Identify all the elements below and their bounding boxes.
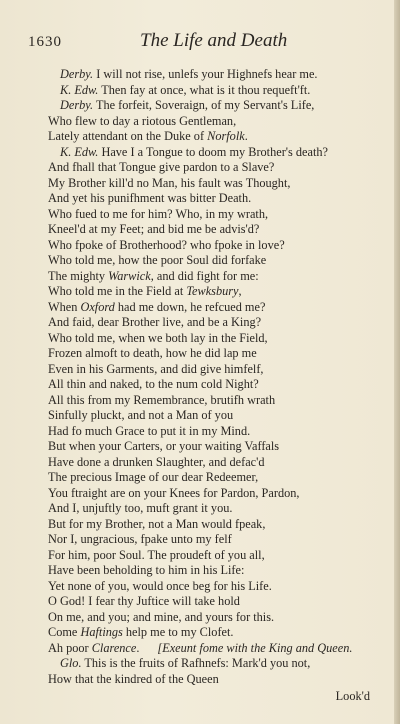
line-text: But for my Brother, not a Man would fpeak, [48,516,266,531]
verse-line [48,641,380,657]
verse-line [48,300,380,316]
line-text: Who told me, when we both lay in the Field, [48,330,268,345]
verse-line [48,207,380,223]
verse-line [48,548,380,564]
line-text: How that the kindred of the Queen [48,671,219,686]
verse-line [48,269,380,285]
line-text: And yet his punifhment was bitter Death. [48,191,252,205]
verse-line [48,176,380,192]
speech-line [48,98,380,114]
line-text: On me, and you; and mine, and yours for this. [48,609,275,624]
verse-line [48,129,380,145]
italic-name: Oxford [80,299,115,314]
line-text: Nor I, ungracious, fpake unto my felf [48,532,232,546]
verse-line [48,672,380,688]
line-text: Ah poor [48,640,92,655]
verse-line [48,439,380,455]
speaker-name: K. Edw. [60,144,99,159]
verse-line [48,238,380,254]
line-text: My Brother kill'd no Man, his fault was Thought, [48,175,291,190]
line-text: And I, unjuftly too, muft grant it you. [48,501,233,515]
running-title: The Life and Death [140,30,288,51]
italic-name: Haftings [80,625,123,639]
line-text: And fhall that Tongue give pardon to a Slave? [48,160,275,174]
line-text: Who told me, how the poor Soul did forfake [48,253,267,267]
line-text-continued: had me down, he refcued me? [114,299,266,314]
verse-line [48,517,380,533]
verse-line [48,393,380,409]
verse-line [48,377,380,393]
line-text: This is the fruits of Rafhnefs: Mark'd you not, [81,656,311,670]
page-edge [394,0,400,724]
line-text: For him, poor Soul. The proudeft of you all, [48,547,265,562]
line-text-continued: . [136,640,140,655]
verse-line [48,501,380,517]
speech-line [48,656,380,672]
line-text: Who flew to day a riotous Gentleman, [48,113,237,128]
verse-line [48,114,380,130]
italic-name: Tewksbury [186,284,239,298]
verse-line [48,532,380,548]
line-text: Frozen almoft to death, how he did lap me [48,346,257,360]
line-text: I will not rise, unlefs your Highnefs hear me. [93,67,318,81]
line-text: Who fpoke of Brotherhood? who fpoke in love? [48,237,285,252]
italic-name: Norfolk [207,129,245,143]
running-header [28,30,368,54]
verse-line [48,346,380,362]
verse-line [48,191,380,207]
page-number: 1630 [28,34,62,50]
line-text: When [48,299,81,314]
verse-line [48,625,380,641]
stage-direction: [Exeunt fome with the King and Queen. [157,640,353,655]
verse-line [48,253,380,269]
line-text: You ftraight are on your Knees for Pardon, Pardon, [48,485,300,500]
verse-line [48,486,380,502]
verse-line [48,594,380,610]
speaker-name: Glo. [60,656,82,670]
italic-name: Warwick [108,268,151,283]
line-text: Have done a drunken Slaughter, and defac'd [48,454,265,469]
line-text: Have I a Tongue to doom my Brother's death? [98,144,328,159]
line-text: The precious Image of our dear Redeemer, [48,470,259,484]
line-text: All this from my Remembrance, brutifh wrath [48,392,276,407]
line-text: Even in his Garments, and did give himfelf, [48,361,264,376]
line-text: Had fo much Grace to put it in my Mind. [48,423,251,438]
verse-line [48,315,380,331]
verse-line [48,424,380,440]
verse-line [48,610,380,626]
verse-line [48,563,380,579]
line-text: The mighty [48,268,109,283]
line-text: Come [48,625,81,639]
speech-line [48,67,380,83]
speaker-name: Derby. [60,98,94,112]
line-text: Then fay at once, what is it thou requeft'ft. [98,82,311,97]
line-text: All thin and naked, to the num cold Night? [48,377,259,391]
verse-line [48,455,380,471]
line-text: Who fued to me for him? Who, in my wrath, [48,206,269,221]
line-text-continued: , and did fight for me: [150,268,259,283]
verse-line [48,222,380,238]
speech-line [48,145,380,161]
line-text-continued: . [244,129,248,143]
speech-line [48,83,380,99]
verse-line [48,408,380,424]
italic-name: Clarence [91,640,137,655]
line-text: O God! I fear thy Juftice will take hold [48,594,240,608]
speaker-name: Derby. [60,67,94,81]
line-text-continued: , [238,284,242,298]
verse-line [48,362,380,378]
line-text: Yet none of you, would once beg for his Life. [48,578,272,593]
line-text: Kneel'd at my Feet; and bid me be advis'd? [48,222,260,236]
line-text: Lately attendant on the Duke of [48,129,208,143]
line-text: But when your Carters, or your waiting Vaffals [48,439,280,453]
verse-line [48,331,380,347]
verse-line [48,470,380,486]
verse-line [48,284,380,300]
verse-line [48,579,380,595]
line-text: Sinfully pluckt, and not a Man of you [48,408,234,422]
speaker-name: K. Edw. [60,82,99,97]
line-text: Who told me in the Field at [48,284,187,298]
line-text-continued: help me to my Clofet. [122,625,234,639]
line-text: And faid, dear Brother live, and be a King? [48,315,262,329]
line-text: Have been beholding to him in his Life: [48,563,245,577]
catchword: Look'd [335,689,370,703]
play-text [48,67,380,687]
line-text: The forfeit, Soveraign, of my Servant's Life, [93,98,315,112]
verse-line [48,160,380,176]
